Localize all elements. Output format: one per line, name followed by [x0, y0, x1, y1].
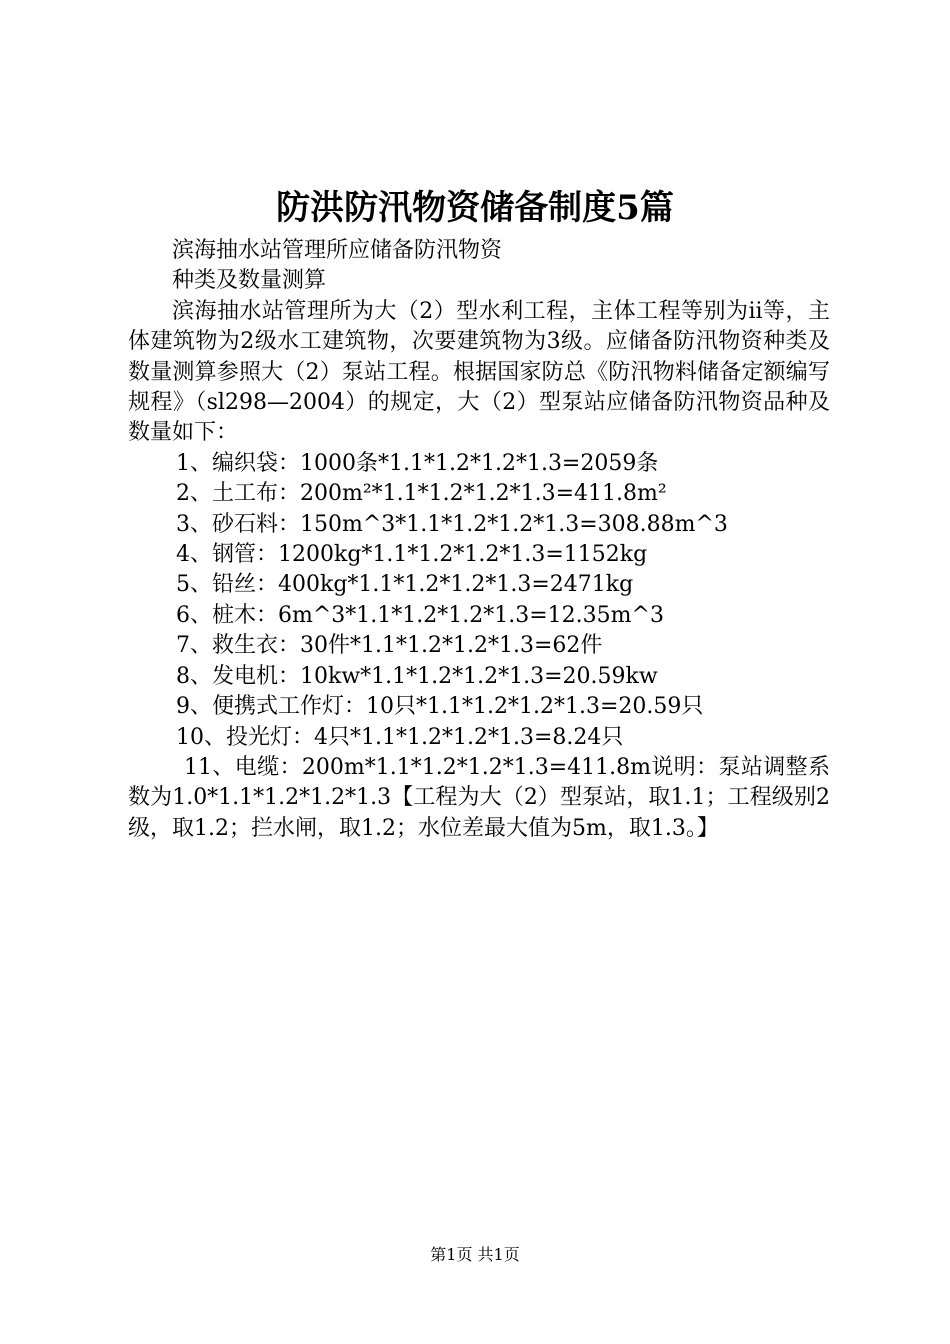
page-footer: 第1页 共1页 [430, 1245, 520, 1264]
heading-line-2: 种类及数量测算 [172, 268, 327, 294]
list-item: 3、砂石料：150m^3*1.1*1.2*1.2*1.3=308.88m^3 [176, 511, 728, 537]
heading-line-1: 滨海抽水站管理所应储备防汛物资 [172, 238, 503, 263]
list-item: 6、桩木：6m^3*1.1*1.2*1.2*1.3=12.35m^3 [176, 602, 664, 628]
list-item: 10、投光灯：4只*1.1*1.2*1.2*1.3=8.24只 [176, 724, 624, 750]
list-item: 9、便携式工作灯：10只*1.1*1.2*1.2*1.3=20.59只 [176, 694, 704, 720]
list-item: 4、钢管：1200kg*1.1*1.2*1.2*1.3=1152kg [176, 542, 648, 568]
list-item: 5、铅丝：400kg*1.1*1.2*1.2*1.3=2471kg [176, 572, 634, 598]
list-item: 7、救生衣：30件*1.1*1.2*1.2*1.3=62件 [176, 633, 603, 659]
document-body [128, 236, 830, 844]
list-item: 1、编织袋：1000条*1.1*1.2*1.2*1.3=2059条 [176, 450, 659, 476]
list-item: 8、发电机：10kw*1.1*1.2*1.2*1.3=20.59kw [176, 663, 658, 689]
document-title: 防洪防汛物资储备制度5篇 [276, 188, 674, 228]
list-item: 2、土工布：200m²*1.1*1.2*1.2*1.3=411.8m² [176, 481, 667, 507]
intro-paragraph: 滨海抽水站管理所为大（2）型水利工程，主体工程等别为ii等，主体建筑物为2级水工建筑物，次要建筑物为3级。应储备防汛物资种类及数量测算参照大（2）泵站工程。根据国家防总《防汛物料储备定额编写规程》（sl298—2004）的规定，大（2）型泵站应储备防汛物资品种及数量如下： [128, 298, 830, 446]
list-item-with-note: 11、电缆：200m*1.1*1.2*1.2*1.3=411.8m说明：泵站调整系数为1.0*1.1*1.2*1.2*1.3【工程为大（2）型泵站，取1.1；工程级别2级，取1.2；拦水闸，取1.2；水位差最大值为5m，取1.3。】 [128, 754, 830, 841]
